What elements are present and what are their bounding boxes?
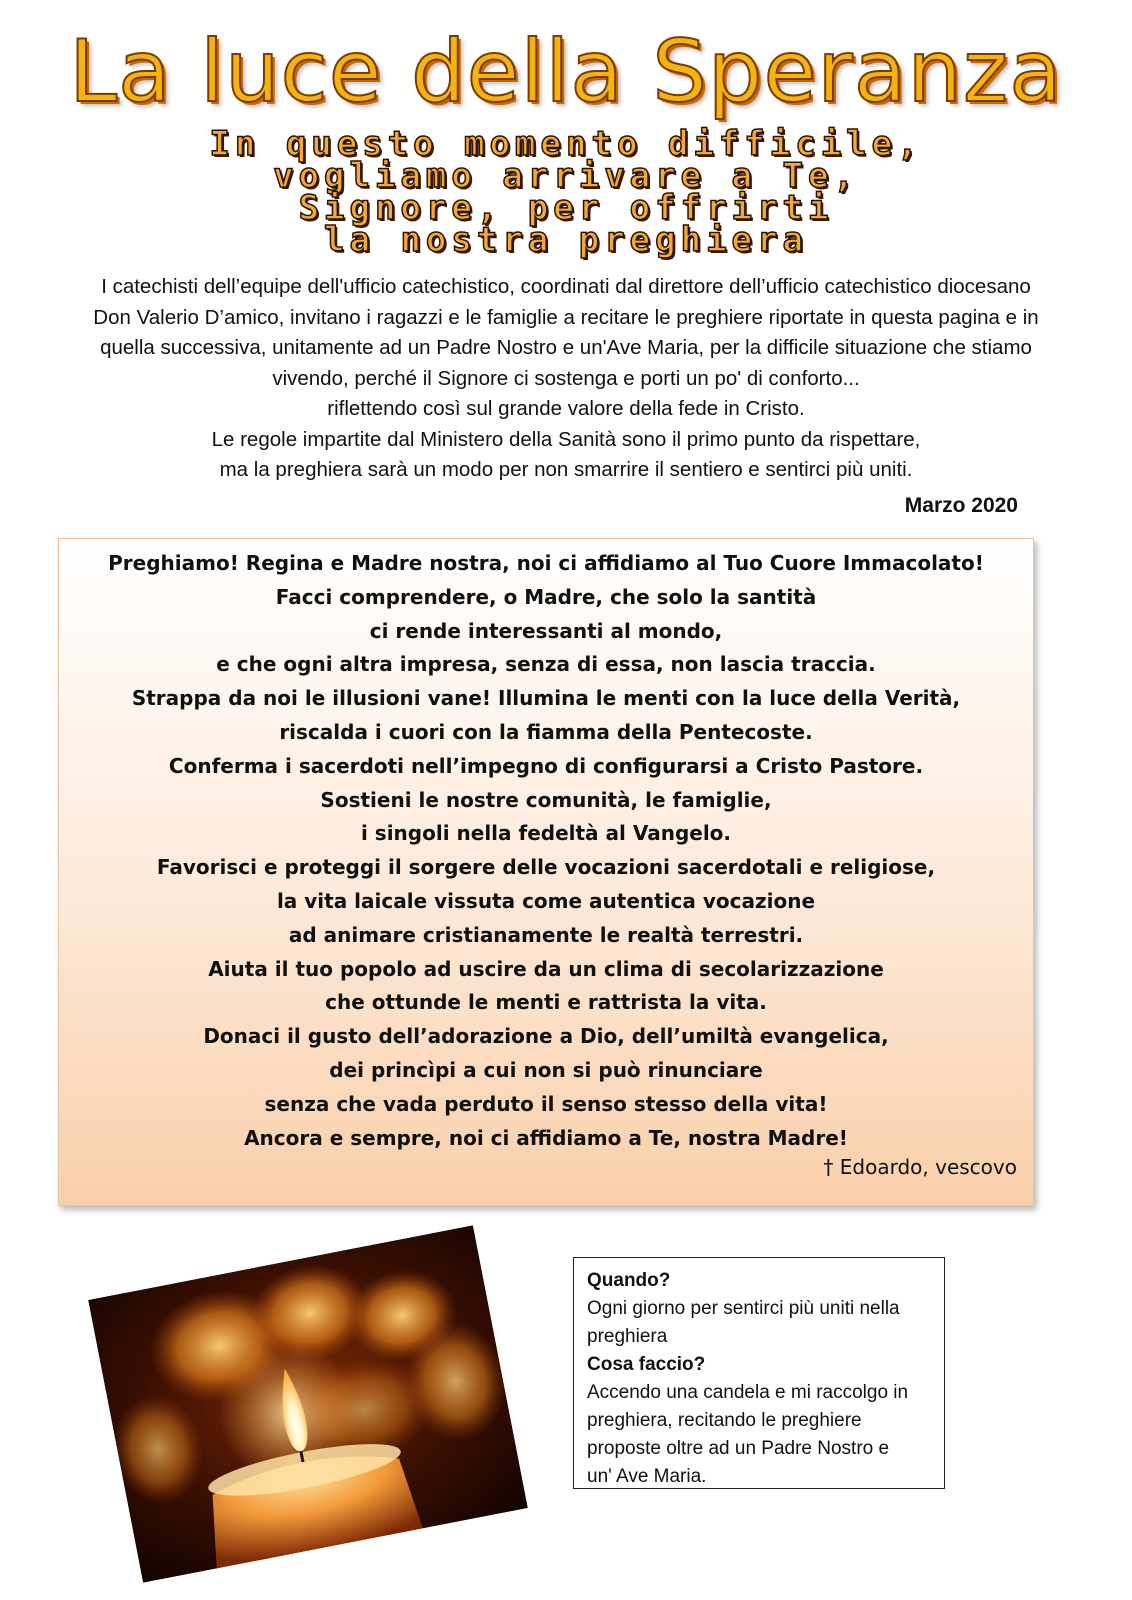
- intro-line: vivendo, perché il Signore ci sostenga e porti un po' di conforto...: [272, 366, 860, 390]
- intro-line: Don Valerio D’amico, invitano i ragazzi e le famiglie a recitare le preghiere riportate in questa pagina e in: [93, 305, 1039, 329]
- answer-line: Accendo una candela e mi raccolgo in: [587, 1382, 909, 1403]
- intro-paragraph: [40, 272, 1092, 486]
- answer-line: un' Ave Maria.: [587, 1466, 707, 1487]
- intro-line: ma la preghiera sarà un modo per non smarrire il sentiero e sentirci più uniti.: [219, 458, 913, 481]
- question-what: Cosa faccio?: [587, 1354, 706, 1375]
- subtitle-line: In questo momento difficile,: [209, 124, 923, 164]
- intro-line: Le regole impartite dal Ministero della Sanità sono il primo punto da rispettare,: [211, 427, 921, 451]
- prayer-line: Strappa da noi le illusioni vane! Illumina le menti con la luce della Verità,: [131, 686, 961, 711]
- prayer-line: i singoli nella fedeltà al Vangelo.: [360, 821, 732, 846]
- prayer-line: senza che vada perduto il senso stesso della vita!: [264, 1091, 828, 1116]
- subtitle-line: Signore, per offrirti: [298, 188, 834, 228]
- prayer-line: Favorisci e proteggi il sorgere delle vocazioni sacerdotali e religiose,: [156, 855, 936, 880]
- prayer-line: ad animare cristianamente le realtà terrestri.: [288, 922, 804, 947]
- prayer-line: Donaci il gusto dell’adorazione a Dio, dell’umiltà evangelica,: [203, 1024, 889, 1049]
- prayer-line: ci rende interessanti al mondo,: [369, 618, 723, 643]
- answer-line: preghiera, recitando le preghiere: [587, 1410, 862, 1431]
- prayer-line: che ottunde le menti e rattrista la vita.: [325, 990, 767, 1015]
- answer-line: proposte oltre ad un Padre Nostro e: [587, 1438, 890, 1459]
- prayer-line: Preghiamo! Regina e Madre nostra, noi ci affidiamo al Tuo Cuore Immacolato!: [108, 551, 984, 575]
- prayer-line: Conferma i sacerdoti nell’impegno di configurarsi a Cristo Pastore.: [168, 753, 924, 778]
- signature: † Edoardo, vescovo: [823, 1155, 1017, 1179]
- answer-line: preghiera: [587, 1326, 668, 1347]
- subtitle-line: vogliamo arrivare a Te,: [273, 156, 859, 196]
- prayer-line: e che ogni altra impresa, senza di essa, non lascia traccia.: [216, 652, 876, 677]
- candle-photo: [88, 1225, 528, 1583]
- subtitle: [0, 124, 1132, 260]
- info-box: [573, 1257, 945, 1489]
- prayer-box: [58, 538, 1034, 1206]
- question-when: Quando?: [587, 1270, 671, 1291]
- intro-line: riflettendo così sul grande valore della fede in Cristo.: [327, 397, 805, 420]
- date-label: Marzo 2020: [904, 494, 1018, 517]
- prayer-line: Aiuta il tuo popolo ad uscire da un clima di secolarizzazione: [208, 956, 884, 981]
- prayer-line: Ancora e sempre, noi ci affidiamo a Te, nostra Madre!: [244, 1125, 848, 1150]
- prayer-text: [59, 547, 1033, 1155]
- intro-line: I catechisti dell’equipe dell'ufficio catechistico, coordinati dal direttore dell’ufficio catechistico diocesano: [101, 275, 1031, 298]
- prayer-line: Facci comprendere, o Madre, che solo la santità: [275, 584, 817, 609]
- subtitle-line: la nostra preghiera: [324, 220, 808, 260]
- prayer-line: riscalda i cuori con la fiamma della Pentecoste.: [279, 719, 813, 744]
- answer-line: Ogni giorno per sentirci più uniti nella: [587, 1298, 900, 1319]
- prayer-line: dei princìpi a cui non si può rinunciare: [329, 1057, 763, 1082]
- page-title: La luce della Speranza: [69, 22, 1063, 122]
- prayer-line: Sostieni le nostre comunità, le famiglie,: [320, 787, 772, 812]
- prayer-line: la vita laicale vissuta come autentica vocazione: [276, 888, 816, 913]
- intro-line: quella successiva, unitamente ad un Padre Nostro e un'Ave Maria, per la difficile situazione che stiamo: [100, 336, 1032, 359]
